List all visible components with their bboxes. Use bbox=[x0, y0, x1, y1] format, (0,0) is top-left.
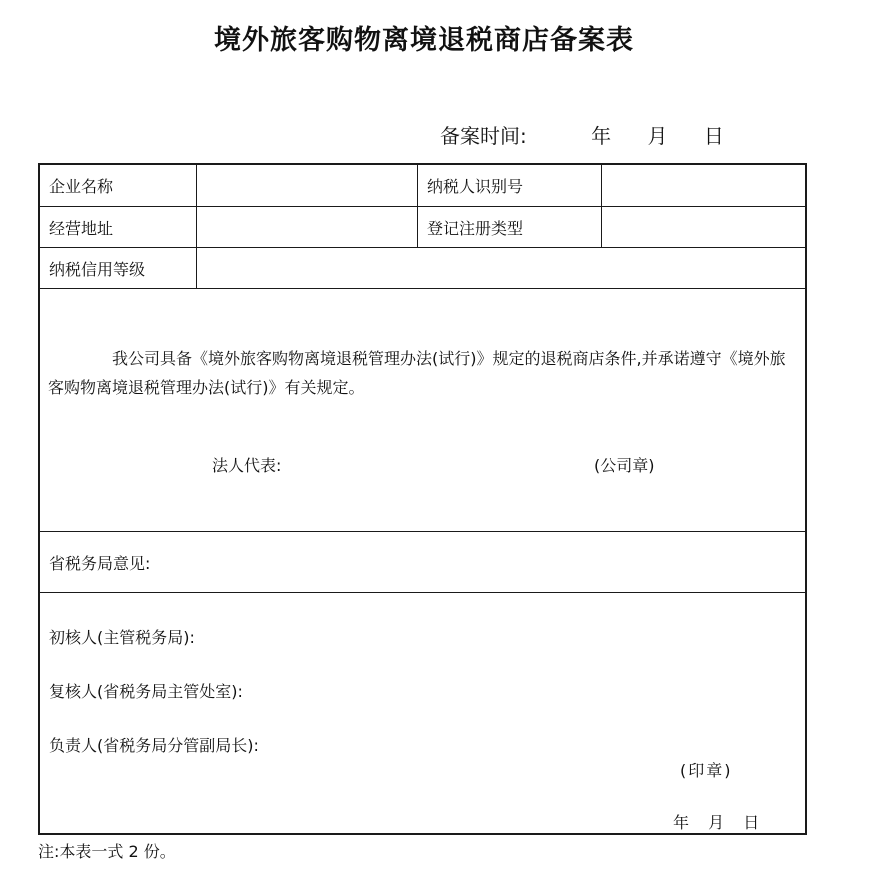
row-credit-rating bbox=[40, 248, 805, 289]
review-date-month: 月 bbox=[708, 813, 725, 832]
filing-date-month: 月 bbox=[647, 124, 668, 148]
responsible-person-label: 负责人(省税务局分管副局长): bbox=[49, 736, 259, 755]
review-date-day: 日 bbox=[743, 813, 760, 832]
row-address bbox=[40, 207, 805, 248]
filing-form-table bbox=[38, 163, 807, 835]
initial-reviewer-label: 初核人(主管税务局): bbox=[49, 628, 195, 647]
official-seal-label: (印章) bbox=[680, 761, 733, 780]
company-name-field[interactable] bbox=[197, 165, 418, 206]
filing-date-year: 年 bbox=[591, 124, 612, 148]
form-title: 境外旅客购物离境退税商店备案表 bbox=[214, 25, 634, 56]
review-section bbox=[40, 593, 805, 833]
commitment-statement: 我公司具备《境外旅客购物离境退税管理办法(试行)》规定的退税商店条件,并承诺遵守《境外旅客购物离境退税管理办法(试行)》有关规定。 bbox=[48, 349, 786, 397]
registration-type-field[interactable] bbox=[602, 207, 807, 247]
statement-section bbox=[40, 289, 805, 532]
filing-date-label: 备案时间: bbox=[440, 124, 527, 148]
address-field[interactable] bbox=[197, 207, 418, 247]
taxpayer-id-field[interactable] bbox=[602, 165, 807, 206]
credit-rating-field[interactable] bbox=[197, 248, 807, 288]
company-seal-label: (公司章) bbox=[594, 456, 655, 475]
filing-date-day: 日 bbox=[703, 124, 724, 148]
form-note: 注:本表一式 2 份。 bbox=[38, 842, 176, 861]
second-reviewer-label: 复核人(省税务局主管处室): bbox=[49, 682, 243, 701]
filing-date bbox=[440, 120, 724, 149]
provincial-opinion-label: 省税务局意见: bbox=[49, 554, 151, 573]
provincial-opinion-section bbox=[40, 532, 805, 593]
legal-representative-label: 法人代表: bbox=[212, 456, 282, 475]
company-name-label: 企业名称 bbox=[40, 165, 197, 206]
review-date bbox=[673, 810, 773, 833]
review-date-year: 年 bbox=[673, 813, 690, 832]
taxpayer-id-label: 纳税人识别号 bbox=[418, 165, 602, 206]
registration-type-label: 登记注册类型 bbox=[418, 207, 602, 247]
credit-rating-label: 纳税信用等级 bbox=[40, 248, 197, 288]
address-label: 经营地址 bbox=[40, 207, 197, 247]
row-company-name bbox=[40, 165, 805, 207]
